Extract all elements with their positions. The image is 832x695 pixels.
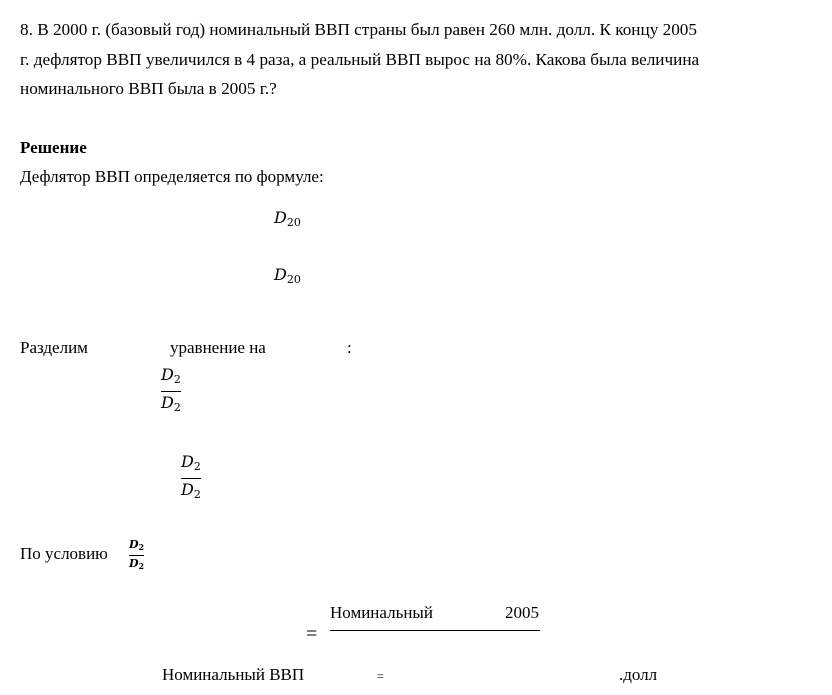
- fraction-2-num-var: D: [181, 452, 194, 471]
- fraction-1: [161, 365, 181, 418]
- divide-rest: уравнение на: [170, 338, 266, 357]
- fraction-2-num-sub: 2: [193, 460, 201, 473]
- final-eq-wrap: [377, 669, 385, 683]
- final-label-wrap: [162, 666, 330, 688]
- formula-2-sub: 20: [286, 273, 301, 286]
- problem-line-1: 8. В 2000 г. (базовый год) номинальный ВВП страны был равен 260 млн. долл. К концу 2005: [20, 20, 697, 39]
- problem-statement: [20, 15, 820, 104]
- condition-den-var: D: [128, 557, 139, 570]
- equals-sign: =: [306, 623, 318, 645]
- condition-label: По условию: [20, 544, 108, 563]
- fraction-1-den-var: D: [161, 393, 174, 412]
- solution-heading: Решение: [20, 138, 87, 157]
- cut-word: Номинальный: [330, 603, 433, 622]
- cut-word-wrap: [330, 603, 470, 624]
- final-label: Номинальный ВВП: [162, 665, 305, 684]
- formula-line-1: [274, 209, 299, 231]
- formula-1-sub: 20: [286, 216, 301, 229]
- condition-den-sub: 2: [138, 561, 145, 571]
- fraction-2-den-sub: 2: [193, 488, 201, 501]
- final-unit: .долл: [619, 665, 658, 684]
- formula-line-2: [274, 266, 299, 288]
- condition-num-var: D: [128, 538, 139, 551]
- fraction-line: [330, 630, 540, 631]
- formula-1-var: D: [274, 208, 287, 227]
- fraction-1-num-var: D: [161, 365, 174, 384]
- condition-bar: [129, 555, 144, 556]
- divide-word: Разделим: [20, 338, 88, 357]
- formula-2-var: D: [274, 265, 287, 284]
- divide-colon: :: [347, 338, 352, 357]
- condition-fraction: [129, 538, 144, 573]
- fraction-2: [181, 452, 201, 505]
- problem-line-2: г. дефлятор ВВП увеличился в 4 раза, а реальный ВВП вырос на 80%. Какова была величина: [20, 49, 700, 69]
- fraction-1-bar: [161, 391, 181, 392]
- fraction-1-num-sub: 2: [173, 373, 181, 386]
- fraction-2-den-var: D: [181, 480, 194, 499]
- cut-year-wrap: [505, 603, 539, 624]
- final-eq: =: [377, 669, 384, 683]
- cut-year: 2005: [505, 603, 539, 622]
- condition-num-sub: 2: [138, 542, 145, 552]
- problem-line-3: номинального ВВП была в 2005 г.?: [20, 79, 277, 98]
- fraction-1-den-sub: 2: [173, 401, 181, 414]
- solution-intro: Дефлятор ВВП определяется по формуле:: [20, 167, 324, 186]
- fraction-2-bar: [181, 478, 201, 479]
